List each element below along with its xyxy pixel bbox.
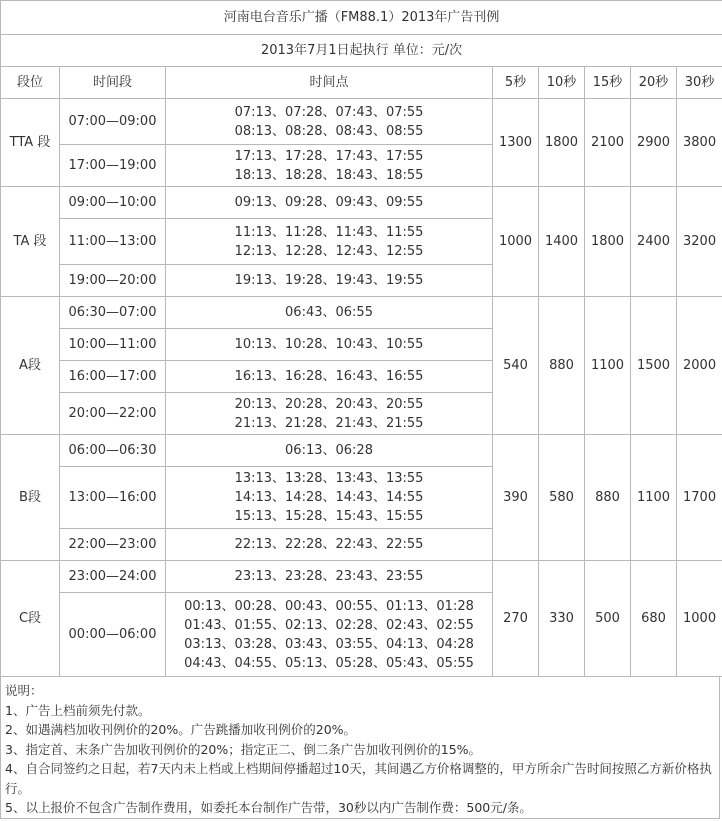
table-row: [1, 187, 722, 219]
header-segment: 段位: [1, 67, 60, 99]
time-points-cell: 13:13、13:28、13:43、13:55 14:13、14:28、14:43、14:55 15:13、15:28、15:43、15:55: [166, 467, 493, 529]
header-20s: 20秒: [631, 67, 677, 99]
time-range-cell: 22:00—23:00: [60, 529, 166, 561]
header-time-points: 时间点: [166, 67, 493, 99]
price-30s: 3200: [677, 187, 722, 297]
price-5s: 390: [493, 435, 539, 561]
price-20s: 2900: [631, 99, 677, 187]
table-row: [1, 435, 722, 467]
table-row: [1, 561, 722, 593]
table-row: [1, 297, 722, 329]
price-5s: 540: [493, 297, 539, 435]
header-15s: 15秒: [585, 67, 631, 99]
price-20s: 2400: [631, 187, 677, 297]
time-range-cell: 10:00—11:00: [60, 329, 166, 361]
price-5s: 270: [493, 561, 539, 677]
table-row: [1, 99, 722, 145]
price-10s: 330: [539, 561, 585, 677]
price-10s: 580: [539, 435, 585, 561]
time-points-cell: 17:13、17:28、17:43、17:55 18:13、18:28、18:43、18:55: [166, 145, 493, 187]
price-15s: 2100: [585, 99, 631, 187]
time-points-cell: 00:13、00:28、00:43、00:55、01:13、01:28 01:43、01:55、02:13、02:28、02:43、02:55 03:13、03:28、03:43、03:55、04:13、04:28 04:43、04:55、05:13、05:28、05:43、05:55: [166, 593, 493, 677]
time-range-cell: 17:00—19:00: [60, 145, 166, 187]
price-30s: 1700: [677, 435, 722, 561]
price-15s: 880: [585, 435, 631, 561]
time-points-cell: 16:13、16:28、16:43、16:55: [166, 361, 493, 393]
price-10s: 1800: [539, 99, 585, 187]
price-15s: 1800: [585, 187, 631, 297]
segment-name: TA 段: [1, 187, 60, 297]
notes-section: [0, 677, 720, 819]
time-range-cell: 11:00—13:00: [60, 219, 166, 265]
price-5s: 1000: [493, 187, 539, 297]
header-30s: 30秒: [677, 67, 722, 99]
price-30s: 3800: [677, 99, 722, 187]
time-range-cell: 23:00—24:00: [60, 561, 166, 593]
time-range-cell: 06:00—06:30: [60, 435, 166, 467]
time-points-cell: 19:13、19:28、19:43、19:55: [166, 265, 493, 297]
time-points-cell: 10:13、10:28、10:43、10:55: [166, 329, 493, 361]
header-row: [1, 67, 722, 99]
note-item: 3、指定首、末条广告加收刊例价的20%；指定正二、倒二条广告加收刊例价的15%。: [5, 741, 482, 757]
time-range-cell: 06:30—07:00: [60, 297, 166, 329]
time-points-cell: 23:13、23:28、23:43、23:55: [166, 561, 493, 593]
header-10s: 10秒: [539, 67, 585, 99]
time-range-cell: 09:00—10:00: [60, 187, 166, 219]
price-30s: 2000: [677, 297, 722, 435]
time-points-cell: 22:13、22:28、22:43、22:55: [166, 529, 493, 561]
segment-name: B段: [1, 435, 60, 561]
time-range-cell: 19:00—20:00: [60, 265, 166, 297]
note-item: 4、自合同签约之日起，若7天内未上档或上档期间停播超过10天，其间遇乙方价格调整的，甲方所余广告时间按照乙方新价格执行。: [5, 761, 712, 796]
notes-heading: 说明：: [5, 683, 43, 698]
time-points-cell: 06:13、06:28: [166, 435, 493, 467]
price-15s: 500: [585, 561, 631, 677]
price-30s: 1000: [677, 561, 722, 677]
time-points-cell: 06:43、06:55: [166, 297, 493, 329]
note-item: 2、如遇满档加收刊例价的20%。广告跳播加收刊例价的20%。: [5, 722, 357, 737]
time-points-cell: 20:13、20:28、20:43、20:55 21:13、21:28、21:43、21:55: [166, 393, 493, 435]
note-item: 1、广告上档前须先付款。: [5, 702, 151, 718]
time-points-cell: 11:13、11:28、11:43、11:55 12:13、12:28、12:43、12:55: [166, 219, 493, 265]
price-15s: 1100: [585, 297, 631, 435]
page-subtitle: 2013年7月1日起执行 单位：元/次: [1, 35, 722, 67]
page-title: 河南电台音乐广播（FM88.1）2013年广告刊例: [1, 1, 722, 35]
segment-name: A段: [1, 297, 60, 435]
price-20s: 680: [631, 561, 677, 677]
header-5s: 5秒: [493, 67, 539, 99]
price-5s: 1300: [493, 99, 539, 187]
header-time-range: 时间段: [60, 67, 166, 99]
time-range-cell: 16:00—17:00: [60, 361, 166, 393]
time-range-cell: 07:00—09:00: [60, 99, 166, 145]
price-20s: 1100: [631, 435, 677, 561]
segment-name: C段: [1, 561, 60, 677]
time-range-cell: 13:00—16:00: [60, 467, 166, 529]
note-item: 5、以上报价不包含广告制作费用，如委托本台制作广告带，30秒以内广告制作费：500元/条。: [5, 800, 532, 815]
time-range-cell: 20:00—22:00: [60, 393, 166, 435]
time-points-cell: 09:13、09:28、09:43、09:55: [166, 187, 493, 219]
time-points-cell: 07:13、07:28、07:43、07:55 08:13、08:28、08:43、08:55: [166, 99, 493, 145]
price-10s: 880: [539, 297, 585, 435]
segment-name: TTA 段: [1, 99, 60, 187]
price-20s: 1500: [631, 297, 677, 435]
time-range-cell: 00:00—06:00: [60, 593, 166, 677]
price-10s: 1400: [539, 187, 585, 297]
